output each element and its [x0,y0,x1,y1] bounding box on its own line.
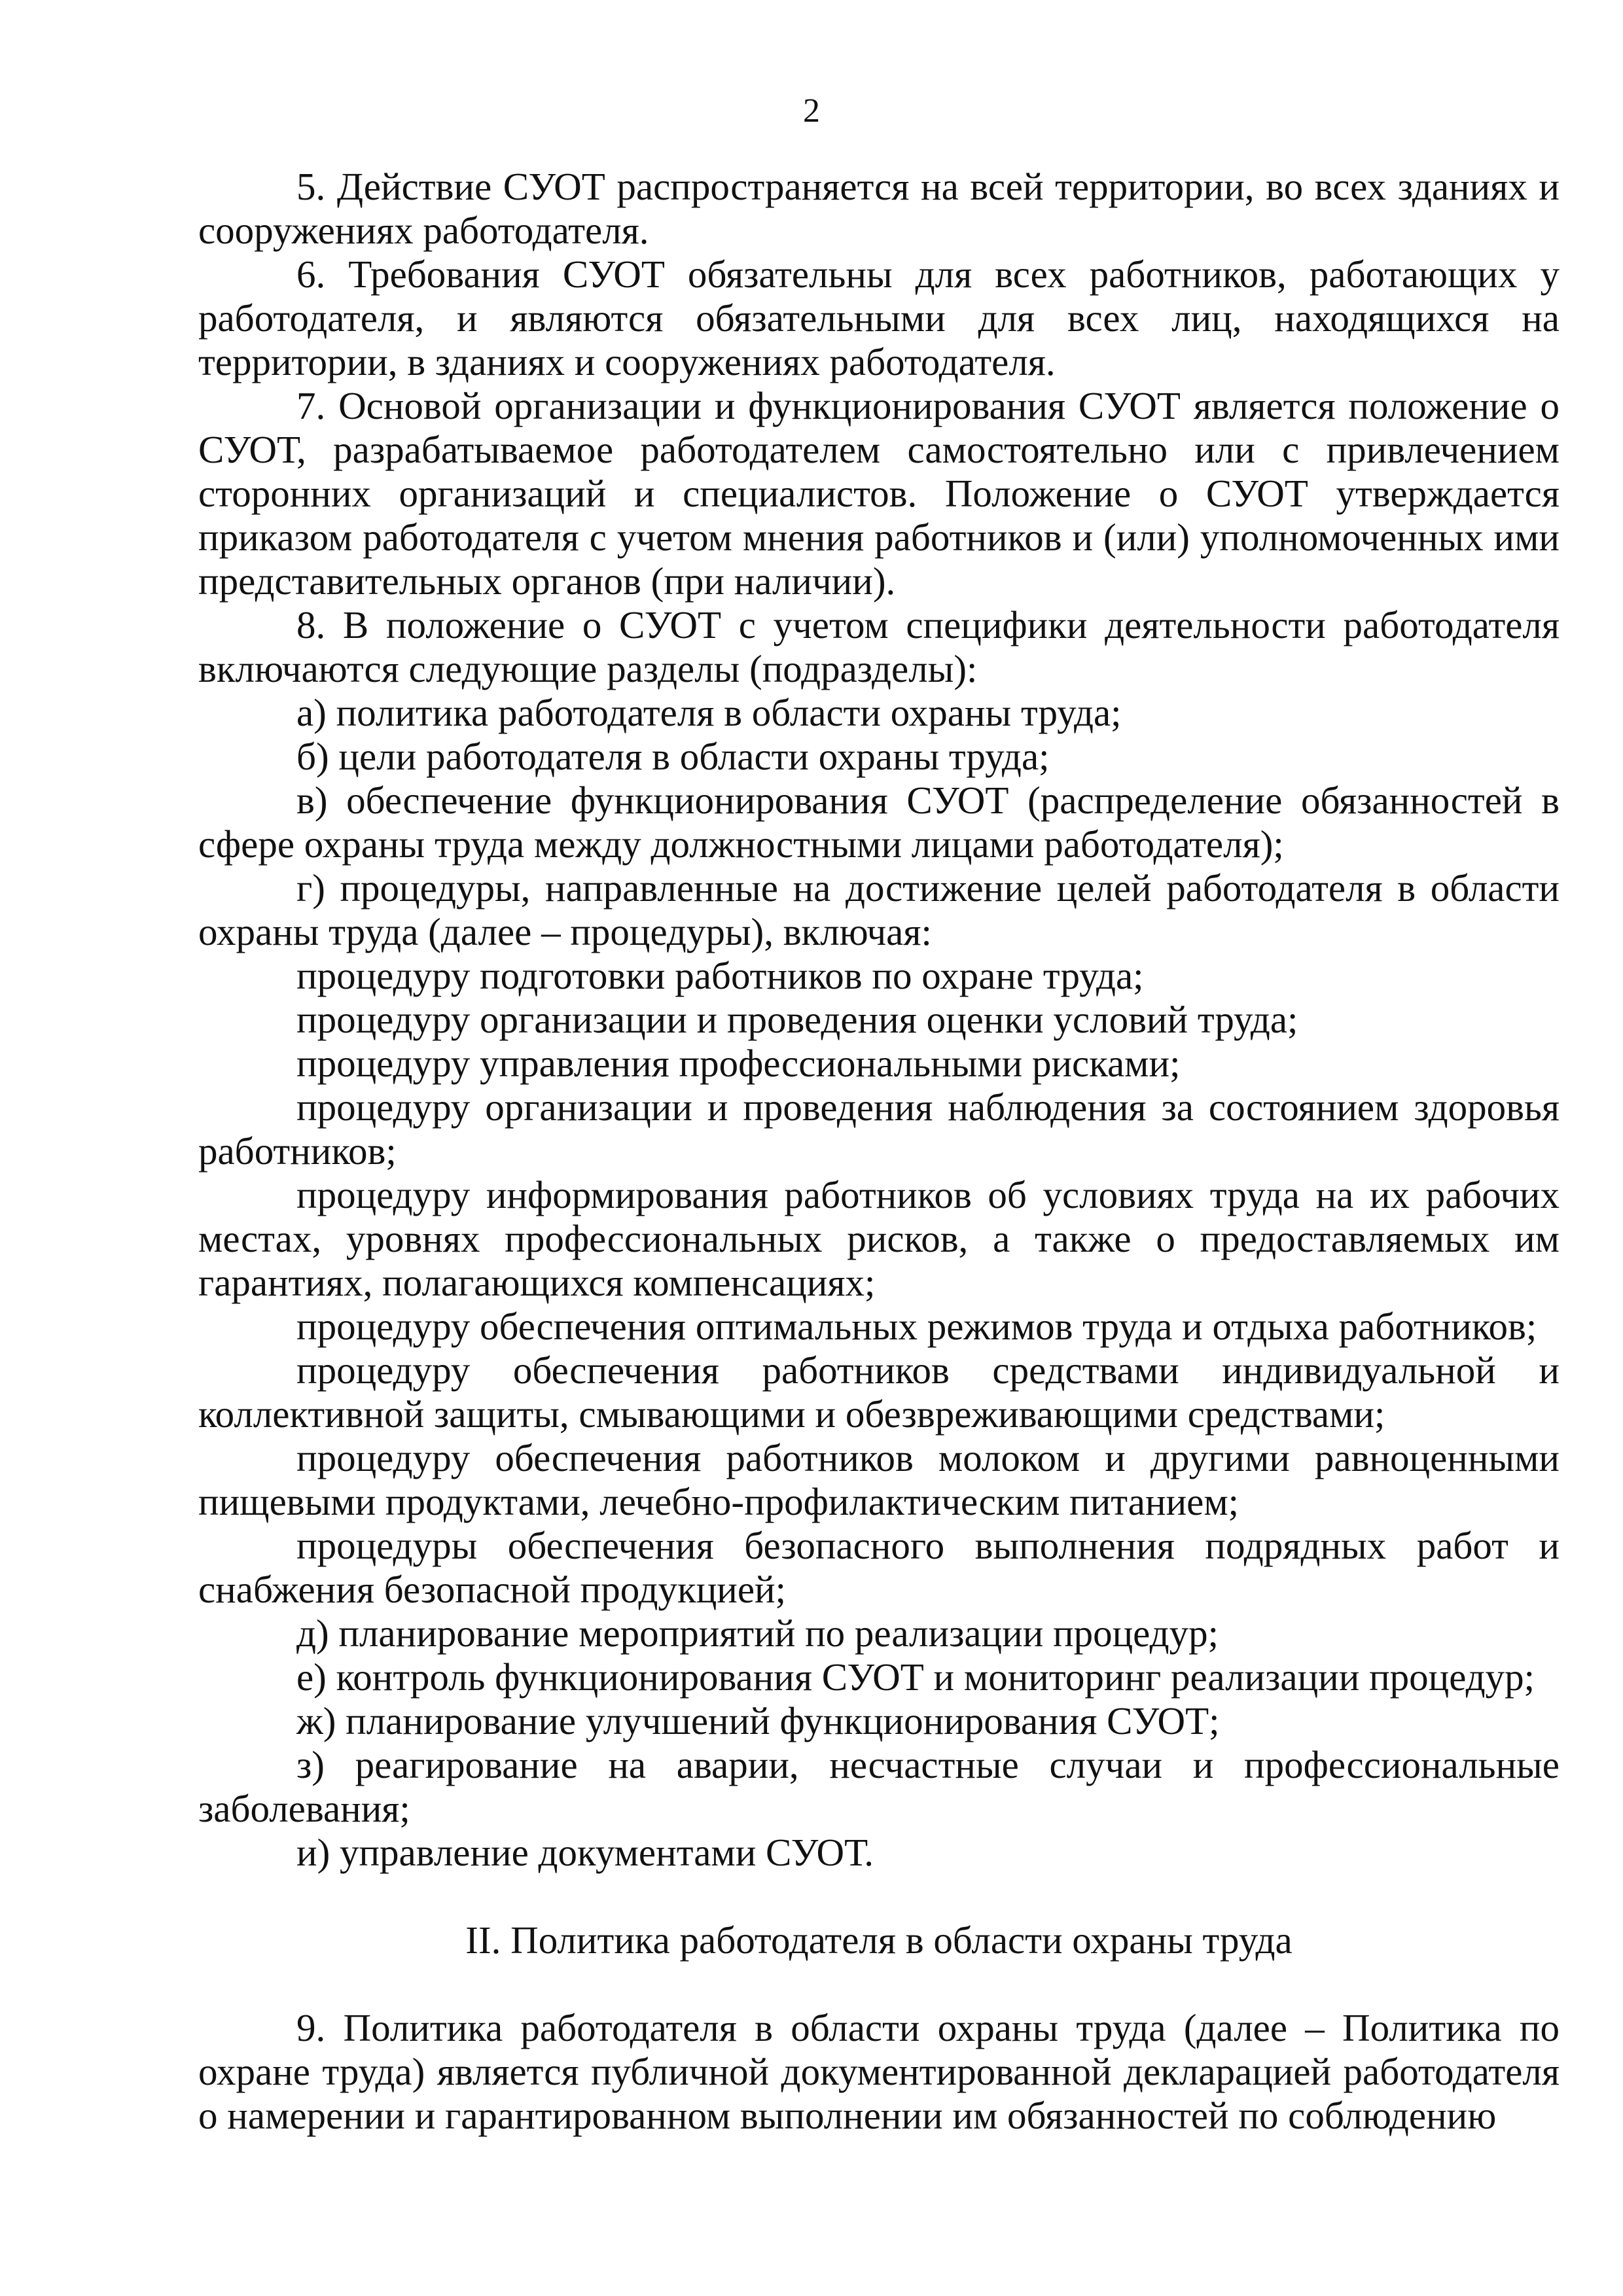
paragraph: 8. В положение о СУОТ с учетом специфики деятельности работодателя включаются следующие разделы (подразделы): [198,603,1560,690]
paragraph: 7. Основой организации и функционирования СУОТ является положение о СУОТ, разрабатываемое работодателем самостоятельно или с привлечением сторонних организаций и специалистов. Положение о СУОТ утверждается приказом работодателя с учетом мнения работников и (или) уполномоченных ими представительных органов (при наличии). [198,384,1560,603]
list-item: г) процедуры, направленные на достижение целей работодателя в области охраны труда (далее – процедуры), включая: [198,866,1560,953]
list-item: процедуру подготовки работников по охране труда; [296,954,1144,997]
list-item: процедуру обеспечения оптимальных режимов труда и отдыха работников; [296,1305,1537,1348]
list-item: е) контроль функционирования СУОТ и мониторинг реализации процедур; [296,1655,1535,1699]
list-item: з) реагирование на аварии, несчастные случаи и профессиональные заболевания; [198,1743,1560,1830]
list-item: и) управление документами СУОТ. [296,1831,874,1874]
list-item: ж) планирование улучшений функционирования СУОТ; [296,1699,1220,1742]
section-heading: II. Политика работодателя в области охраны труда [465,1918,1293,1962]
paragraph: 9. Политика работодателя в области охраны труда (далее – Политика по охране труда) является публичной документированной декларацией работодателя о намерении и гарантированном выполнении им обязанностей по соблюдению [198,2006,1560,2137]
page-number: 2 [803,92,820,130]
paragraph: 5. Действие СУОТ распространяется на всей территории, во всех зданиях и сооружениях работодателя. [198,165,1560,252]
list-item: б) цели работодателя в области охраны труда; [296,735,1050,778]
paragraph: 6. Требования СУОТ обязательны для всех работников, работающих у работодателя, и являются обязательными для всех лиц, находящихся на территории, в зданиях и сооружениях работодателя. [198,253,1560,383]
list-item: процедуры обеспечения безопасного выполнения подрядных работ и снабжения безопасной продукцией; [198,1524,1560,1611]
list-item: процедуру организации и проведения наблюдения за состоянием здоровья работников; [198,1086,1560,1173]
list-item: процедуру обеспечения работников молоком и другими равноценными пищевыми продуктами, лечебно-профилактическим питанием; [198,1436,1560,1523]
list-item: в) обеспечение функционирования СУОТ (распределение обязанностей в сфере охраны труда между должностными лицами работодателя); [198,779,1560,866]
list-item: д) планирование мероприятий по реализации процедур; [296,1612,1219,1655]
document-body [198,165,1560,2138]
list-item: процедуру информирования работников об условиях труда на их рабочих местах, уровнях профессиональных рисков, а также о предоставляемых им гарантиях, полагающихся компенсациях; [198,1173,1560,1304]
list-item: а) политика работодателя в области охраны труда; [296,691,1122,734]
list-item: процедуру управления профессиональными рисками; [296,1042,1181,1085]
list-item: процедуру обеспечения работников средствами индивидуальной и коллективной защиты, смывающими и обезвреживающими средствами; [198,1349,1560,1436]
list-item: процедуру организации и проведения оценки условий труда; [296,998,1298,1041]
